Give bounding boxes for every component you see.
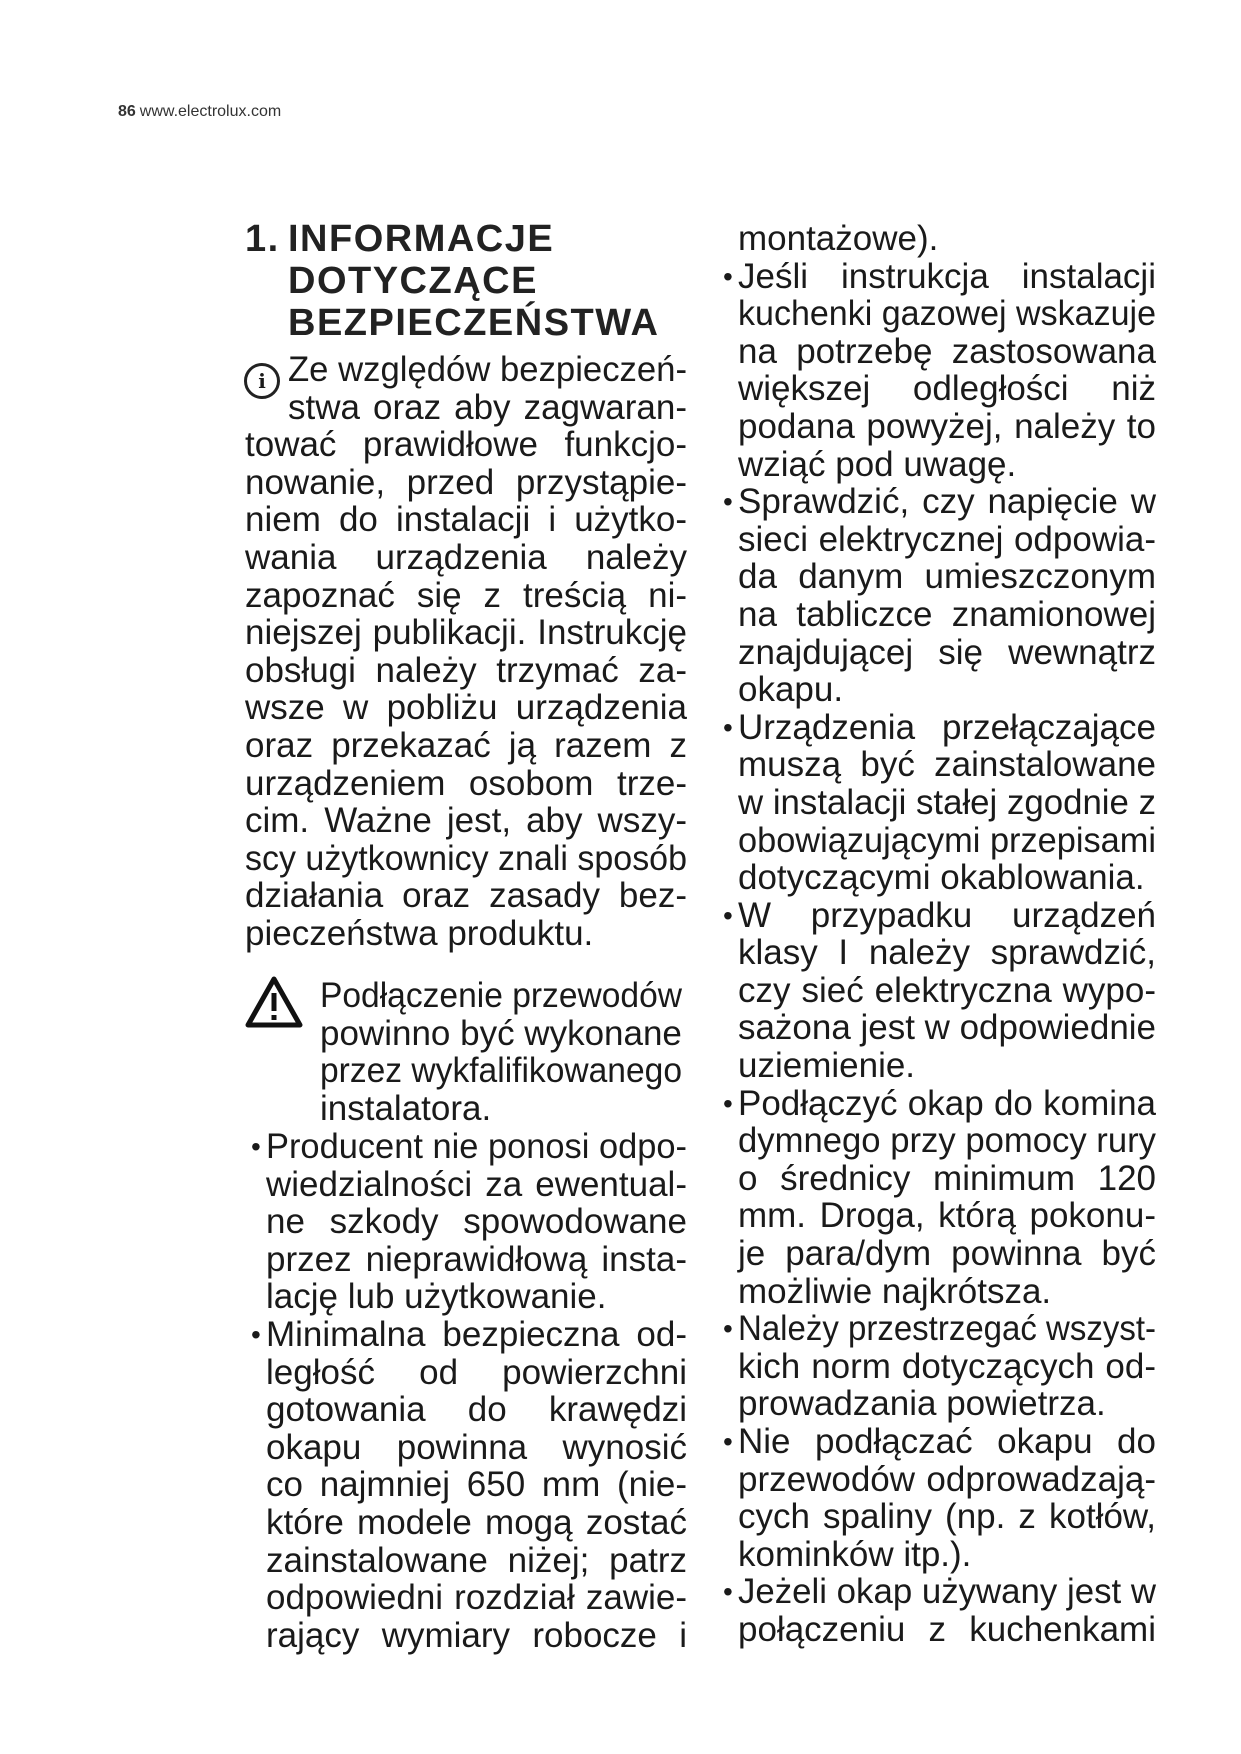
text-line [251,1127,687,1166]
bullet-icon: • [723,486,733,518]
bullet-icon: • [723,1087,733,1119]
text-line [266,1166,687,1204]
text-line [738,1122,1156,1160]
text-line-content: sażona jest w odpowiednie [738,1008,1156,1048]
text-line [738,446,1156,484]
text-line-content: możliwie najkrótsza. [738,1271,1052,1311]
text-line-content: obsługi należy trzymać za- [245,650,687,690]
text-line [738,1160,1156,1198]
text-line-content: Jeżeli okap używany jest w [738,1572,1156,1612]
bullet-icon: • [723,899,733,931]
text-line [738,295,1156,333]
text-line-content: podana powyżej, należy to [738,406,1156,446]
heading-line: DOTYCZĄCE [288,260,538,302]
text-line [245,351,687,389]
text-line-content: Podłączenie przewodów [320,976,682,1015]
text-line [723,1309,1156,1349]
bullet-icon: • [723,1313,733,1345]
text-line [245,614,687,652]
text-line-content: które modele mogą zostać [266,1502,687,1542]
text-line [738,1273,1156,1311]
text-line-content: działania oraz zasady bez- [245,876,687,916]
text-line-content: tować prawidłowe funkcjo- [245,425,687,465]
text-line-content: ległość od powierzchni [266,1352,687,1392]
text-line-content: w instalacji stałej zgodnie z [738,782,1156,822]
text-line [738,822,1156,860]
text-line-content: przez wykfalifikowanego [320,1051,682,1091]
bullet-icon: • [723,1426,733,1457]
text-line-content: Ze względów bezpieczeń- [288,350,687,389]
text-line [738,220,1156,258]
text-line-content: ne szkody spowodowane [266,1202,687,1242]
text-line-content: wsze w pobliżu urządzenia [245,688,687,728]
text-line-content: mm. Droga, którą pokonu- [738,1196,1156,1236]
text-line-content: dotyczącymi okablowania. [738,858,1145,898]
text-line [245,389,687,427]
text-line-content: zapoznać się z treścią ni- [245,575,687,615]
text-line-content: kominków itp.). [738,1534,972,1574]
text-line [266,1429,687,1467]
text-line-content: wziąć pod uwagę. [738,444,1017,484]
warning-triangle-icon [244,975,304,1034]
bullet-icon: • [251,1318,261,1350]
text-line-content: urządzeniem osobom trze- [245,763,687,803]
text-line-content: na tabliczce znamionowej [738,594,1156,634]
text-line [266,1542,687,1580]
text-line [266,1278,687,1316]
text-line-content: czy sieć elektryczna wypo- [738,970,1156,1010]
text-line-content: wiedzialności za ewentual- [266,1164,687,1204]
text-line [723,1572,1156,1612]
text-line [266,1466,687,1504]
bullet-icon: • [723,1576,733,1608]
text-line [723,256,1156,296]
text-line [738,1235,1156,1273]
text-line-content: dymnego przy pomocy rury [738,1121,1156,1161]
text-line [251,1314,687,1354]
text-line [738,1461,1156,1499]
text-line [723,482,1156,522]
website-url: www.electrolux.com [139,103,282,120]
text-line-content: przez nieprawidłową insta- [266,1239,687,1279]
text-line-content: montażowe). [738,219,939,258]
text-line [723,1422,1156,1461]
bullet-icon: • [723,711,733,743]
text-line [738,370,1156,408]
page-number: 86 [118,103,136,120]
text-line [738,558,1156,596]
right-column [723,219,1156,1649]
text-line-content: przewodów odprowadzają- [738,1459,1156,1499]
text-line [738,333,1156,371]
text-line-content: je para/dym powinna być [738,1234,1156,1274]
bullet-icon: • [251,1131,261,1162]
text-line [738,1611,1156,1649]
text-line-content: Nie podłączać okapu do [738,1422,1156,1461]
text-line-content: oraz przekazać ją razem z [245,725,687,765]
text-line [266,1504,687,1542]
text-line-content: cim. Ważne jest, aby wszy- [245,801,687,841]
text-line [320,1015,682,1053]
text-line [738,1498,1156,1536]
text-line [266,1354,687,1392]
text-line [738,1348,1156,1386]
text-line [738,746,1156,784]
text-line-content: odpowiedni rozdział zawie- [266,1578,687,1618]
text-line [738,934,1156,972]
heading-line: INFORMACJE [288,218,555,260]
text-line-content: co najmniej 650 mm (nie- [266,1465,687,1505]
text-line-content: Należy przestrzegać wszyst- [738,1309,1156,1349]
text-line-content: prowadzania powietrza. [738,1384,1106,1424]
bullet-icon: • [723,260,733,292]
text-line [245,577,687,615]
text-line-content: o średnicy minimum 120 [738,1158,1156,1198]
text-line-content: da danym umieszczonym [738,557,1156,597]
text-line-content: powinno być wykonane [320,1013,682,1053]
text-line-content: na potrzebę zastosowana [738,331,1156,371]
text-line-content: Sprawdzić, czy napięcie w [738,482,1156,522]
text-line [266,1203,687,1241]
text-line-content: rający wymiary robocze i [266,1615,687,1655]
text-line [245,652,687,690]
left-bullet-list [251,1127,687,1655]
text-line-content: W przypadku urządzeń [738,895,1156,935]
text-line-content: nowanie, przed przystąpie- [245,462,687,502]
text-line [266,1241,687,1279]
text-line-content: większej odległości niż [738,369,1156,409]
page-header [118,102,281,122]
text-line-content: cych spaliny (np. z kotłów, [738,1497,1156,1537]
text-line-content: kuchenki gazowej wskazuje [738,294,1156,334]
text-line [266,1617,687,1655]
text-line-content: muszą być zainstalowane [738,745,1156,785]
text-line [738,1009,1156,1047]
text-line-content: Producent nie ponosi odpo- [266,1127,687,1166]
text-line [245,877,687,915]
text-line-content: lację lub użytkowanie. [266,1277,607,1317]
text-line [738,634,1156,672]
info-icon: i [244,363,280,399]
text-line-content: scy użytkownicy znali sposób [245,838,687,878]
text-line-content: Minimalna bezpieczna od- [266,1314,687,1354]
text-line-content: niem do instalacji i użytko- [245,500,687,540]
text-line-content: Jeśli instrukcja instalacji [738,256,1156,296]
text-line [738,859,1156,897]
text-line [245,727,687,765]
text-line [245,464,687,502]
text-line [738,596,1156,634]
text-line [738,1197,1156,1235]
text-line-content: stwa oraz aby zagwaran- [288,387,687,427]
text-line [320,1090,682,1128]
text-line-content: sieci elektrycznej odpowia- [738,519,1156,559]
text-line-content: znajdującej się wewnątrz [738,632,1156,672]
text-line [245,501,687,539]
warning-paragraph [320,977,682,1127]
text-line-content: okapu powinna wynosić [266,1427,687,1467]
text-line-content: klasy I należy sprawdzić, [738,933,1156,973]
text-line-content: obowiązującymi przepisami [738,820,1156,860]
text-line [738,408,1156,446]
text-line [738,784,1156,822]
text-line [738,521,1156,559]
text-line [266,1579,687,1617]
text-line [245,840,687,878]
text-line-content: połączeniu z kuchenkami [738,1609,1156,1649]
text-line [723,1083,1156,1123]
text-line-content: gotowania do krawędzi [266,1390,687,1430]
text-line [738,671,1156,709]
text-line-content: instalatora. [320,1088,492,1128]
text-line-content: niejszej publikacji. Instrukcję [245,613,687,653]
text-line [320,1052,682,1090]
text-line [738,1047,1156,1085]
section-number: 1. [245,218,280,260]
text-line [266,1391,687,1429]
text-line [723,895,1156,935]
info-paragraph [245,351,687,953]
text-line [738,972,1156,1010]
heading-line: BEZPIECZEŃSTWA [288,302,660,344]
text-line-content: uziemienie. [738,1046,916,1086]
text-line [245,765,687,803]
text-line [245,915,687,953]
text-line-content: Urządzenia przełączające [738,707,1156,747]
text-line-content: wania urządzenia należy [245,537,687,577]
text-line [245,689,687,727]
text-line [738,1536,1156,1574]
text-line [738,1385,1156,1423]
text-line [245,539,687,577]
text-line-content: zainstalowane niżej; patrz [266,1540,687,1580]
text-line [245,802,687,840]
text-line [245,426,687,464]
text-line-content: pieczeństwa produktu. [245,913,594,953]
text-line-content: okapu. [738,670,844,710]
text-line-content: Podłączyć okap do komina [738,1083,1156,1123]
text-line-content: kich norm dotyczących od- [738,1346,1156,1386]
text-line [723,707,1156,747]
text-line [320,977,682,1015]
